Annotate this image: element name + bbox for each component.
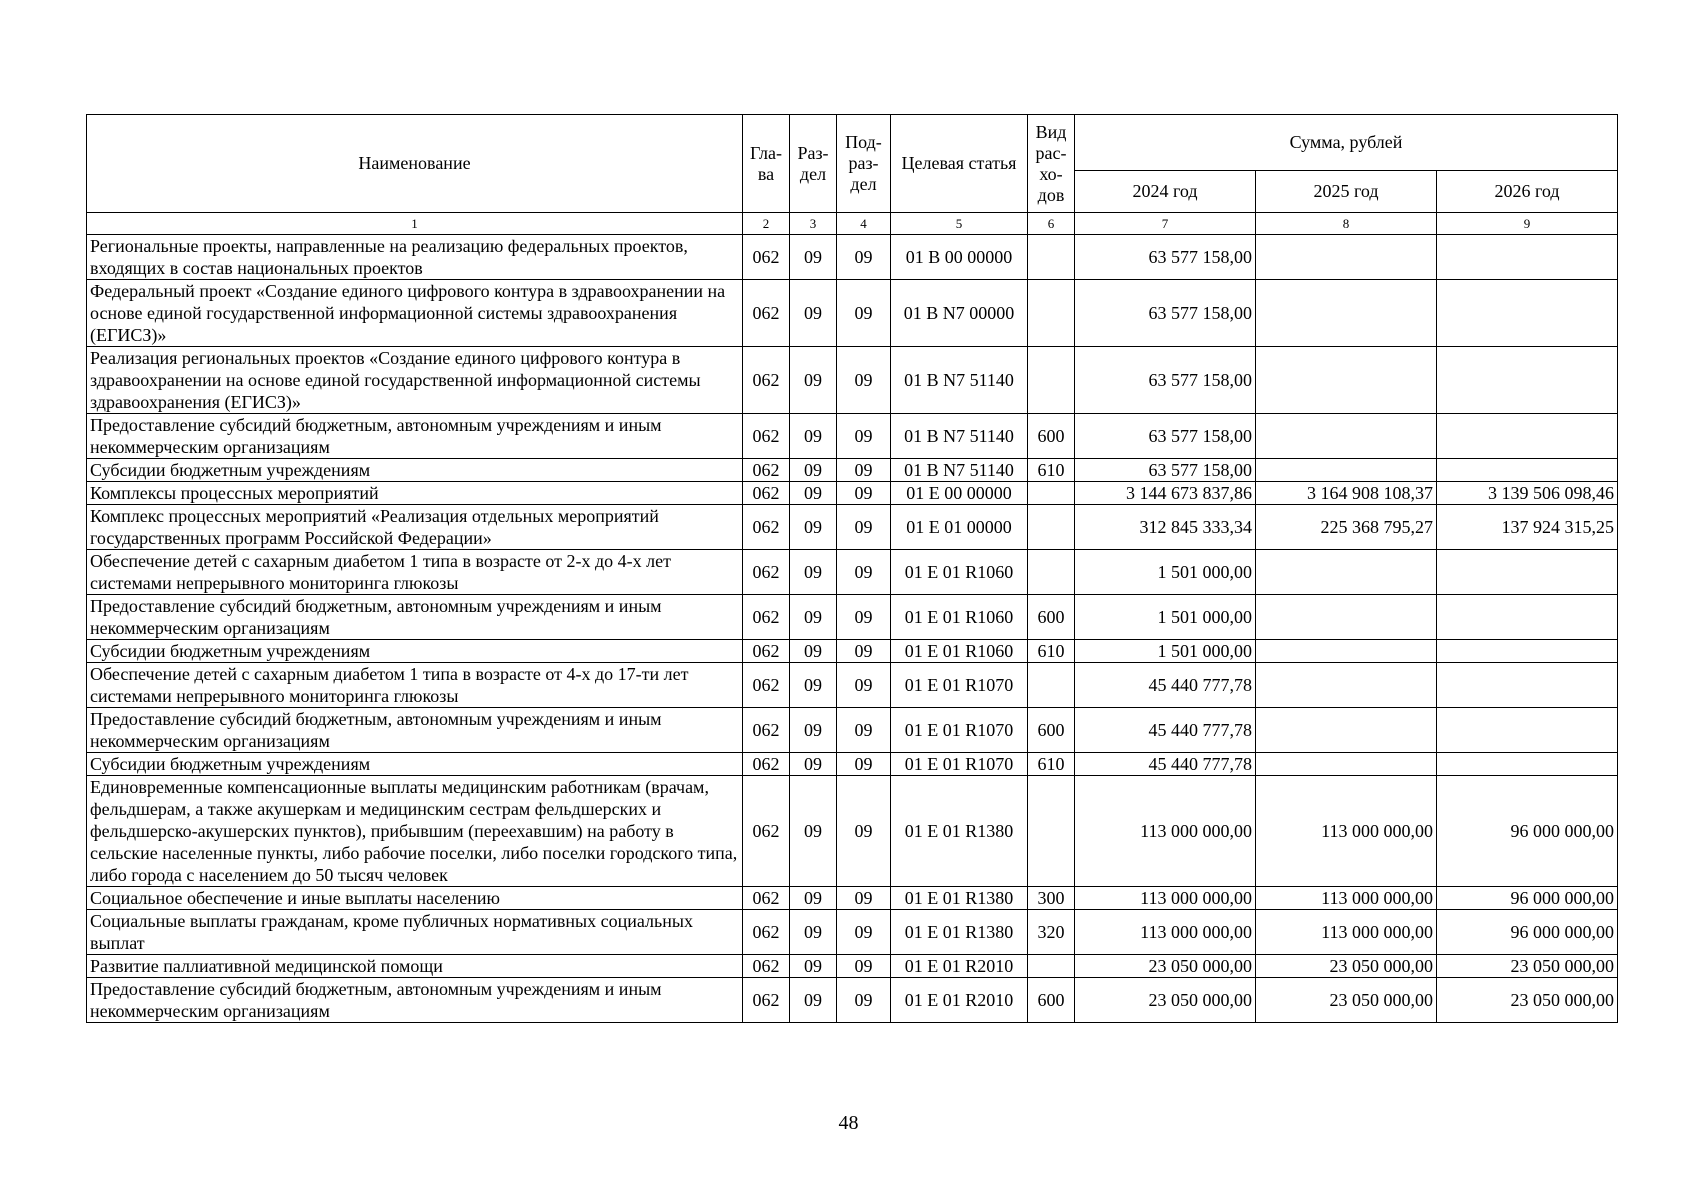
row-subsection: 09: [837, 640, 891, 663]
row-subsection: 09: [837, 505, 891, 550]
table-row: [87, 753, 1618, 776]
row-chapter: 062: [743, 280, 790, 347]
row-sum-2026: 96 000 000,00: [1437, 887, 1618, 910]
row-name: Единовременные компенсационные выплаты медицинским работникам (врачам, фельдшерам, а также акушеркам и медицинским сестрам фельдшерских и фельдшерско-акушерских пунктов), прибывшим (переехавшим) на работу в сельские населенные пункты, либо рабочие поселки, либо поселки городского типа, либо города с населением до 50 тысяч человек: [87, 776, 743, 887]
row-name: Субсидии бюджетным учреждениям: [87, 640, 743, 663]
row-subsection: 09: [837, 235, 891, 280]
row-sum-2025: 113 000 000,00: [1256, 887, 1437, 910]
header-year-2026: 2026 год: [1437, 171, 1618, 213]
row-section: 09: [790, 550, 837, 595]
row-section: 09: [790, 414, 837, 459]
row-sum-2024: 63 577 158,00: [1075, 414, 1256, 459]
row-name: Предоставление субсидий бюджетным, автономным учреждениям и иным некоммерческим организациям: [87, 595, 743, 640]
row-expense-type: [1028, 235, 1075, 280]
table-row: [87, 505, 1618, 550]
row-chapter: 062: [743, 347, 790, 414]
header-target-item: Целевая статья: [891, 115, 1028, 213]
row-name: Социальные выплаты гражданам, кроме публичных нормативных социальных выплат: [87, 910, 743, 955]
row-subsection: 09: [837, 663, 891, 708]
row-chapter: 062: [743, 235, 790, 280]
row-section: 09: [790, 505, 837, 550]
row-section: 09: [790, 910, 837, 955]
row-target-item: 01 Е 01 R1070: [891, 663, 1028, 708]
row-chapter: 062: [743, 708, 790, 753]
row-name: Социальное обеспечение и иные выплаты населению: [87, 887, 743, 910]
row-name: Субсидии бюджетным учреждениям: [87, 753, 743, 776]
row-target-item: 01 В N7 00000: [891, 280, 1028, 347]
row-sum-2026: 23 050 000,00: [1437, 955, 1618, 978]
row-expense-type: 320: [1028, 910, 1075, 955]
row-expense-type: 610: [1028, 459, 1075, 482]
row-subsection: 09: [837, 887, 891, 910]
row-sum-2026: [1437, 663, 1618, 708]
row-chapter: 062: [743, 910, 790, 955]
table-row: [87, 459, 1618, 482]
row-expense-type: 600: [1028, 708, 1075, 753]
header-expense-type: Вид рас-хо-дов: [1028, 115, 1075, 213]
row-target-item: 01 Е 01 R1380: [891, 887, 1028, 910]
row-subsection: 09: [837, 595, 891, 640]
table-row: [87, 910, 1618, 955]
row-sum-2026: [1437, 459, 1618, 482]
row-sum-2024: 1 501 000,00: [1075, 640, 1256, 663]
row-subsection: 09: [837, 978, 891, 1023]
row-subsection: 09: [837, 414, 891, 459]
row-sum-2025: [1256, 414, 1437, 459]
row-sum-2026: [1437, 347, 1618, 414]
row-target-item: 01 Е 01 R1380: [891, 910, 1028, 955]
row-expense-type: 600: [1028, 595, 1075, 640]
row-section: 09: [790, 708, 837, 753]
row-sum-2025: 225 368 795,27: [1256, 505, 1437, 550]
row-expense-type: [1028, 347, 1075, 414]
table-row: [87, 595, 1618, 640]
column-number: 6: [1028, 213, 1075, 235]
header-name: Наименование: [87, 115, 743, 213]
row-expense-type: [1028, 482, 1075, 505]
row-expense-type: 610: [1028, 753, 1075, 776]
row-name: Обеспечение детей с сахарным диабетом 1 типа в возрасте от 2-х до 4-х лет системами непрерывного мониторинга глюкозы: [87, 550, 743, 595]
row-expense-type: [1028, 550, 1075, 595]
row-subsection: 09: [837, 280, 891, 347]
row-sum-2025: [1256, 235, 1437, 280]
column-number: 5: [891, 213, 1028, 235]
row-section: 09: [790, 235, 837, 280]
row-chapter: 062: [743, 414, 790, 459]
row-chapter: 062: [743, 640, 790, 663]
row-section: 09: [790, 595, 837, 640]
table-body: [87, 235, 1618, 1023]
row-sum-2026: [1437, 550, 1618, 595]
table-row: [87, 280, 1618, 347]
row-sum-2024: 113 000 000,00: [1075, 910, 1256, 955]
row-expense-type: 300: [1028, 887, 1075, 910]
row-subsection: 09: [837, 708, 891, 753]
row-sum-2025: [1256, 550, 1437, 595]
column-number-row: [87, 213, 1618, 235]
row-chapter: 062: [743, 595, 790, 640]
row-sum-2026: 137 924 315,25: [1437, 505, 1618, 550]
row-expense-type: [1028, 663, 1075, 708]
row-sum-2025: [1256, 459, 1437, 482]
row-name: Комплексы процессных мероприятий: [87, 482, 743, 505]
column-number: 8: [1256, 213, 1437, 235]
row-sum-2024: 1 501 000,00: [1075, 550, 1256, 595]
table-row: [87, 640, 1618, 663]
column-number: 1: [87, 213, 743, 235]
row-name: Предоставление субсидий бюджетным, автономным учреждениям и иным некоммерческим организациям: [87, 414, 743, 459]
row-chapter: 062: [743, 753, 790, 776]
row-expense-type: [1028, 955, 1075, 978]
table-row: [87, 978, 1618, 1023]
row-sum-2024: 45 440 777,78: [1075, 753, 1256, 776]
row-chapter: 062: [743, 550, 790, 595]
row-section: 09: [790, 753, 837, 776]
table-row: [87, 776, 1618, 887]
row-target-item: 01 В N7 51140: [891, 347, 1028, 414]
row-sum-2026: [1437, 753, 1618, 776]
row-chapter: 062: [743, 776, 790, 887]
row-target-item: 01 Е 01 R2010: [891, 978, 1028, 1023]
row-target-item: 01 В 00 00000: [891, 235, 1028, 280]
row-sum-2026: [1437, 280, 1618, 347]
row-sum-2024: 63 577 158,00: [1075, 235, 1256, 280]
row-sum-2025: [1256, 595, 1437, 640]
row-sum-2026: 96 000 000,00: [1437, 776, 1618, 887]
row-subsection: 09: [837, 459, 891, 482]
row-section: 09: [790, 978, 837, 1023]
row-name: Предоставление субсидий бюджетным, автономным учреждениям и иным некоммерческим организациям: [87, 978, 743, 1023]
row-sum-2024: 63 577 158,00: [1075, 280, 1256, 347]
row-sum-2025: [1256, 753, 1437, 776]
row-sum-2026: 96 000 000,00: [1437, 910, 1618, 955]
row-chapter: 062: [743, 505, 790, 550]
row-sum-2024: 23 050 000,00: [1075, 978, 1256, 1023]
row-sum-2025: [1256, 280, 1437, 347]
row-chapter: 062: [743, 887, 790, 910]
row-sum-2024: 3 144 673 837,86: [1075, 482, 1256, 505]
row-target-item: 01 Е 01 R1060: [891, 550, 1028, 595]
row-chapter: 062: [743, 459, 790, 482]
row-name: Комплекс процессных мероприятий «Реализация отдельных мероприятий государственных программ Российской Федерации»: [87, 505, 743, 550]
header-section: Раз-дел: [790, 115, 837, 213]
row-name: Реализация региональных проектов «Создание единого цифрового контура в здравоохранении на основе единой государственной информационной системы здравоохранения (ЕГИСЗ)»: [87, 347, 743, 414]
row-name: Субсидии бюджетным учреждениям: [87, 459, 743, 482]
header-sum: Сумма, рублей: [1075, 115, 1618, 171]
table-row: [87, 482, 1618, 505]
row-section: 09: [790, 280, 837, 347]
row-section: 09: [790, 347, 837, 414]
row-sum-2024: 63 577 158,00: [1075, 459, 1256, 482]
row-sum-2024: 45 440 777,78: [1075, 708, 1256, 753]
row-section: 09: [790, 482, 837, 505]
row-target-item: 01 Е 01 R1060: [891, 640, 1028, 663]
row-sum-2025: [1256, 347, 1437, 414]
row-sum-2024: 113 000 000,00: [1075, 776, 1256, 887]
row-section: 09: [790, 459, 837, 482]
row-sum-2025: 3 164 908 108,37: [1256, 482, 1437, 505]
row-target-item: 01 Е 01 R1070: [891, 708, 1028, 753]
row-sum-2025: [1256, 640, 1437, 663]
row-target-item: 01 Е 01 R2010: [891, 955, 1028, 978]
budget-table: [86, 114, 1618, 1023]
row-sum-2024: 45 440 777,78: [1075, 663, 1256, 708]
row-chapter: 062: [743, 955, 790, 978]
table-row: [87, 955, 1618, 978]
table-row: [87, 235, 1618, 280]
row-sum-2026: [1437, 235, 1618, 280]
row-chapter: 062: [743, 663, 790, 708]
row-subsection: 09: [837, 776, 891, 887]
row-target-item: 01 Е 01 R1070: [891, 753, 1028, 776]
row-sum-2025: 23 050 000,00: [1256, 978, 1437, 1023]
row-target-item: 01 Е 01 00000: [891, 505, 1028, 550]
header-row: [87, 115, 1618, 171]
row-sum-2024: 1 501 000,00: [1075, 595, 1256, 640]
row-expense-type: 600: [1028, 978, 1075, 1023]
row-sum-2026: [1437, 414, 1618, 459]
row-name: Развитие паллиативной медицинской помощи: [87, 955, 743, 978]
row-chapter: 062: [743, 482, 790, 505]
row-section: 09: [790, 663, 837, 708]
row-target-item: 01 Е 01 R1380: [891, 776, 1028, 887]
row-sum-2026: [1437, 640, 1618, 663]
row-target-item: 01 В N7 51140: [891, 459, 1028, 482]
row-name: Предоставление субсидий бюджетным, автономным учреждениям и иным некоммерческим организациям: [87, 708, 743, 753]
header-chapter: Гла-ва: [743, 115, 790, 213]
row-name: Региональные проекты, направленные на реализацию федеральных проектов, входящих в состав национальных проектов: [87, 235, 743, 280]
table-row: [87, 663, 1618, 708]
row-target-item: 01 Е 01 R1060: [891, 595, 1028, 640]
row-section: 09: [790, 776, 837, 887]
header-subsection: Под-раз-дел: [837, 115, 891, 213]
row-sum-2024: 23 050 000,00: [1075, 955, 1256, 978]
table-row: [87, 887, 1618, 910]
header-year-2025: 2025 год: [1256, 171, 1437, 213]
table-row: [87, 550, 1618, 595]
header-year-2024: 2024 год: [1075, 171, 1256, 213]
column-number: 9: [1437, 213, 1618, 235]
row-sum-2026: 3 139 506 098,46: [1437, 482, 1618, 505]
row-sum-2024: 63 577 158,00: [1075, 347, 1256, 414]
row-expense-type: 610: [1028, 640, 1075, 663]
row-expense-type: [1028, 776, 1075, 887]
row-sum-2025: [1256, 708, 1437, 753]
row-subsection: 09: [837, 753, 891, 776]
column-number: 2: [743, 213, 790, 235]
row-sum-2024: 312 845 333,34: [1075, 505, 1256, 550]
table-row: [87, 708, 1618, 753]
row-subsection: 09: [837, 347, 891, 414]
row-subsection: 09: [837, 955, 891, 978]
row-chapter: 062: [743, 978, 790, 1023]
column-number: 3: [790, 213, 837, 235]
row-section: 09: [790, 955, 837, 978]
row-sum-2025: 113 000 000,00: [1256, 910, 1437, 955]
row-subsection: 09: [837, 482, 891, 505]
row-sum-2026: 23 050 000,00: [1437, 978, 1618, 1023]
row-name: Обеспечение детей с сахарным диабетом 1 типа в возрасте от 4-х до 17-ти лет системами непрерывного мониторинга глюкозы: [87, 663, 743, 708]
row-expense-type: 600: [1028, 414, 1075, 459]
row-subsection: 09: [837, 550, 891, 595]
table-row: [87, 414, 1618, 459]
row-name: Федеральный проект «Создание единого цифрового контура в здравоохранении на основе единой государственной информационной системы здравоохранения (ЕГИСЗ)»: [87, 280, 743, 347]
row-subsection: 09: [837, 910, 891, 955]
page-number: 48: [838, 1112, 859, 1134]
row-sum-2025: [1256, 663, 1437, 708]
row-target-item: 01 Е 00 00000: [891, 482, 1028, 505]
row-section: 09: [790, 887, 837, 910]
row-target-item: 01 В N7 51140: [891, 414, 1028, 459]
row-sum-2024: 113 000 000,00: [1075, 887, 1256, 910]
row-expense-type: [1028, 280, 1075, 347]
row-sum-2026: [1437, 708, 1618, 753]
row-sum-2026: [1437, 595, 1618, 640]
column-number: 7: [1075, 213, 1256, 235]
table-row: [87, 347, 1618, 414]
row-expense-type: [1028, 505, 1075, 550]
column-number: 4: [837, 213, 891, 235]
row-sum-2025: 23 050 000,00: [1256, 955, 1437, 978]
row-sum-2025: 113 000 000,00: [1256, 776, 1437, 887]
row-section: 09: [790, 640, 837, 663]
